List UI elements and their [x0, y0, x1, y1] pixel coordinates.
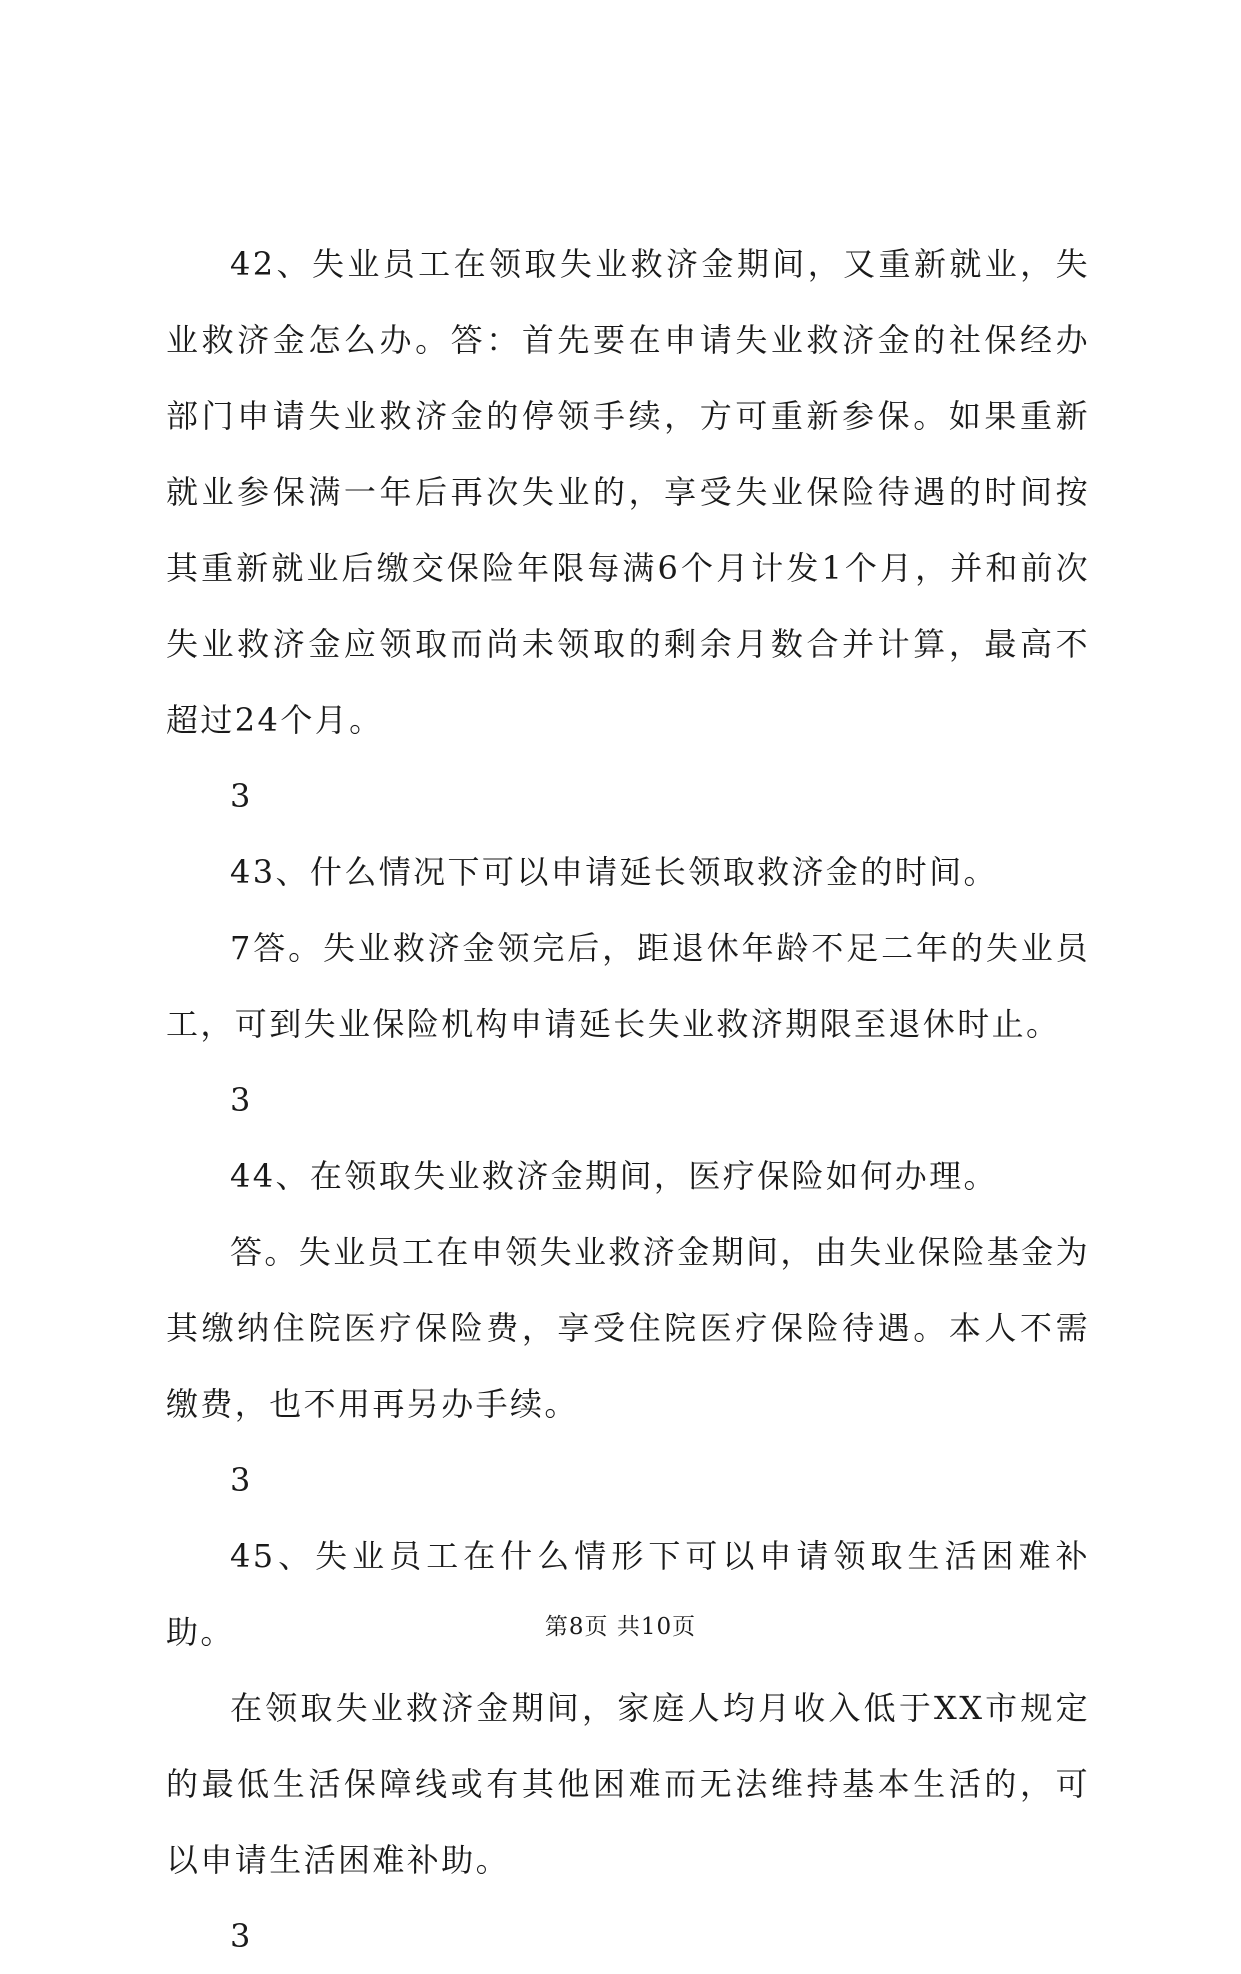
paragraph-a45: 在领取失业救济金期间，家庭人均月收入低于XX市规定的最低生活保障线或有其他困难而无法维持基本生活的，可以申请生活困难补助。: [166, 1689, 1090, 1879]
paragraph-number: 3: [230, 1917, 253, 1955]
paragraph-number: 3: [230, 1081, 253, 1119]
document-body: [166, 226, 1090, 1974]
paragraph-q45: 45、失业员工在什么情形下可以申请领取生活困难补助。: [166, 1537, 1090, 1651]
paragraph-a44: 答。失业员工在申领失业救济金期间，由失业保险基金为其缴纳住院医疗保险费，享受住院医疗保险待遇。本人不需缴费，也不用再另办手续。: [166, 1233, 1091, 1423]
paragraph-number: 3: [230, 1461, 253, 1499]
paragraph-a43: 7答。失业救济金领完后，距退休年龄不足二年的失业员工，可到失业保险机构申请延长失业救济期限至退休时止。: [166, 929, 1090, 1043]
paragraph-q43: 43、什么情况下可以申请延长领取救济金的时间。: [230, 853, 998, 891]
paragraph-q42: 42、失业员工在领取失业救济金期间，又重新就业，失业救济金怎么办。答：首先要在申请失业救济金的社保经办部门申请失业救济金的停领手续，方可重新参保。如果重新就业参保满一年后再次失业的，享受失业保险待遇的时间按其重新就业后缴交保险年限每满6个月计发1个月，并和前次失业救济金应领取而尚未领取的剩余月数合并计算，最高不超过24个月。: [166, 245, 1090, 739]
page-footer: 第8页 共10页: [544, 1614, 697, 1640]
paragraph-number: 3: [230, 777, 253, 815]
paragraph-q44: 44、在领取失业救济金期间，医疗保险如何办理。: [230, 1157, 998, 1195]
